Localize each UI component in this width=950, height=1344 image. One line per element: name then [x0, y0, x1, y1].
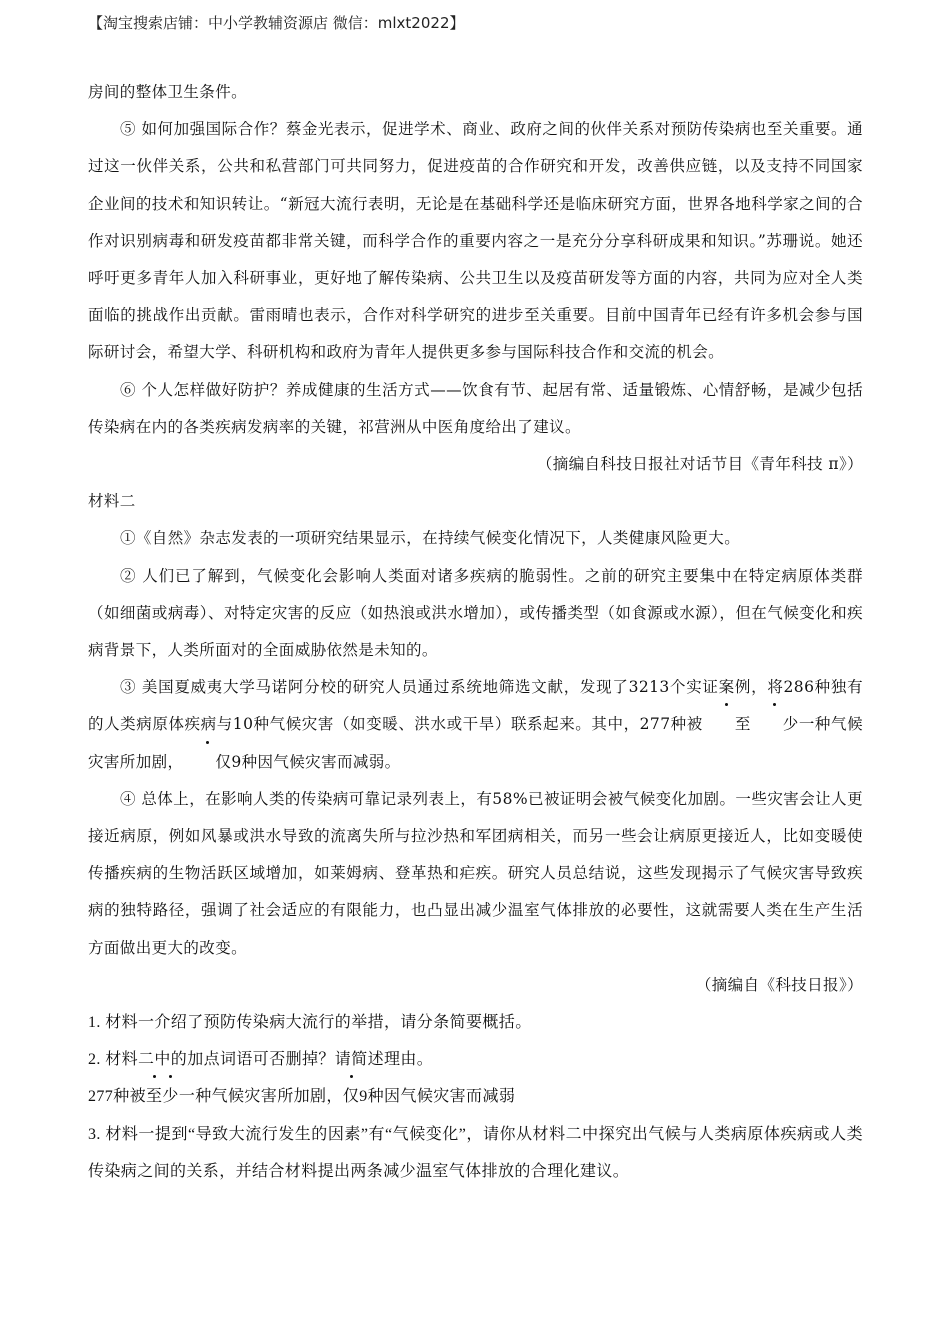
p3-text-b: 一种气候灾害所加剧， [88, 715, 863, 771]
q2-quote-c: 9种因气候灾害而减弱 [359, 1088, 516, 1106]
emphasis-dot-jin: 仅 [183, 744, 231, 781]
material1-paragraph-5: ⑤ 如何加强国际合作？蔡金光表示，促进学术、商业、政府之间的伙伴关系对预防传染病也至关重要。通过这一伙伴关系，公共和私营部门可共同努力，促进疫苗的合作研究和开发，改善供应链，以及支持不同国家企业间的技术和知识转让。“新冠大流行表明，无论是在基础科学还是临床研究方面，世界各地科学家之间的合作对识别病毒和研发疫苗都非常关键，而科学合作的重要内容之一是充分分享科研成果和知识。”苏珊说。她还呼吁更多青年人加入科研事业，更好地了解传染病、公共卫生以及疫苗研发等方面的内容，共同为应对全人类面临的挑战作出贡献。雷雨晴也表示，合作对科学研究的进步至关重要。目前中国青年已经有许多机会参与国际研讨会，希望大学、科研机构和政府为青年人提供更多参与国际科技合作和交流的机会。 [88, 120, 863, 362]
material1-source: （摘编自科技日报社对话节目《青年科技 π》） [536, 455, 863, 474]
emphasis-dot-zhi: 至 [146, 1078, 162, 1115]
document-body [88, 74, 863, 1190]
emphasis-dot-shao: 少 [162, 1078, 178, 1115]
question-2: 2. 材料二中的加点词语可否删掉？请简述理由。 [88, 1051, 434, 1069]
page-header: 【淘宝搜索店铺：中小学教辅资源店 微信：mlxt2022】 [88, 14, 465, 32]
material2-paragraph-4: ④ 总体上，在影响人类的传染病可靠记录列表上，有58%已被证明会被气候变化加剧。一些灾害会让人更接近病原，例如风暴或洪水导致的流离失所与拉沙热和军团病相关，而另一些会让病原更接近人，比如变暖使传播疾病的生物活跃区域增加，如莱姆病、登革热和疟疾。研究人员总结说，这些发现揭示了气候灾害导致疾病的独特路径，强调了社会适应的有限能力，也凸显出减少温室气体排放的必要性，这就需要人类在生产生活方面做出更大的改变。 [88, 789, 863, 957]
question-2-quote [88, 1078, 863, 1115]
p3-text-c: 9种因气候灾害而减弱。 [231, 752, 401, 771]
question-3: 3. 材料一提到“导致大流行发生的因素”有“气候变化”，请你从材料二中探究出气候与人类病原体疾病或人类传染病之间的关系，并结合材料提出两条减少温室气体排放的合理化建议。 [88, 1125, 863, 1180]
question-1: 1. 材料一介绍了预防传染病大流行的举措，请分条简要概括。 [88, 1014, 532, 1032]
emphasis-dot-jin: 仅 [343, 1078, 359, 1115]
material1-paragraph-end: 房间的整体卫生条件。 [88, 83, 248, 101]
q2-quote-b: 一种气候灾害所加剧， [178, 1088, 343, 1106]
material2-title: 材料二 [88, 492, 136, 511]
material2-source: （摘编自《科技日报》） [695, 975, 863, 994]
emphasis-dot-shao: 少 [751, 706, 799, 743]
material2-paragraph-2: ② 人们已了解到，气候变化会影响人类面对诸多疾病的脆弱性。之前的研究主要集中在特定病原体类群（如细菌或病毒）、对特定灾害的反应（如热浪或洪水增加），或传播类型（如食源或水源），但在气候变化和疾病背景下，人类所面对的全面威胁依然是未知的。 [88, 566, 863, 660]
q2-quote-a: 277种被 [88, 1088, 147, 1106]
emphasis-dot-zhi: 至 [703, 706, 751, 743]
material1-paragraph-6: ⑥ 个人怎样做好防护？养成健康的生活方式——饮食有节、起居有常、适量锻炼、心情舒畅，是减少包括传染病在内的各类疾病发病率的关键，祁营洲从中医角度给出了建议。 [88, 380, 863, 436]
p3-text-a: ③ 美国夏威夷大学马诺阿分校的研究人员通过系统地筛选文献，发现了3213个实证案例，将286种独有的人类病原体疾病与10种气候灾害（如变暖、洪水或干旱）联系起来。其中，277种被 [88, 678, 863, 734]
material2-paragraph-3 [88, 669, 863, 781]
material2-paragraph-1: ①《自然》杂志发表的一项研究结果显示，在持续气候变化情况下，人类健康风险更大。 [120, 529, 741, 548]
